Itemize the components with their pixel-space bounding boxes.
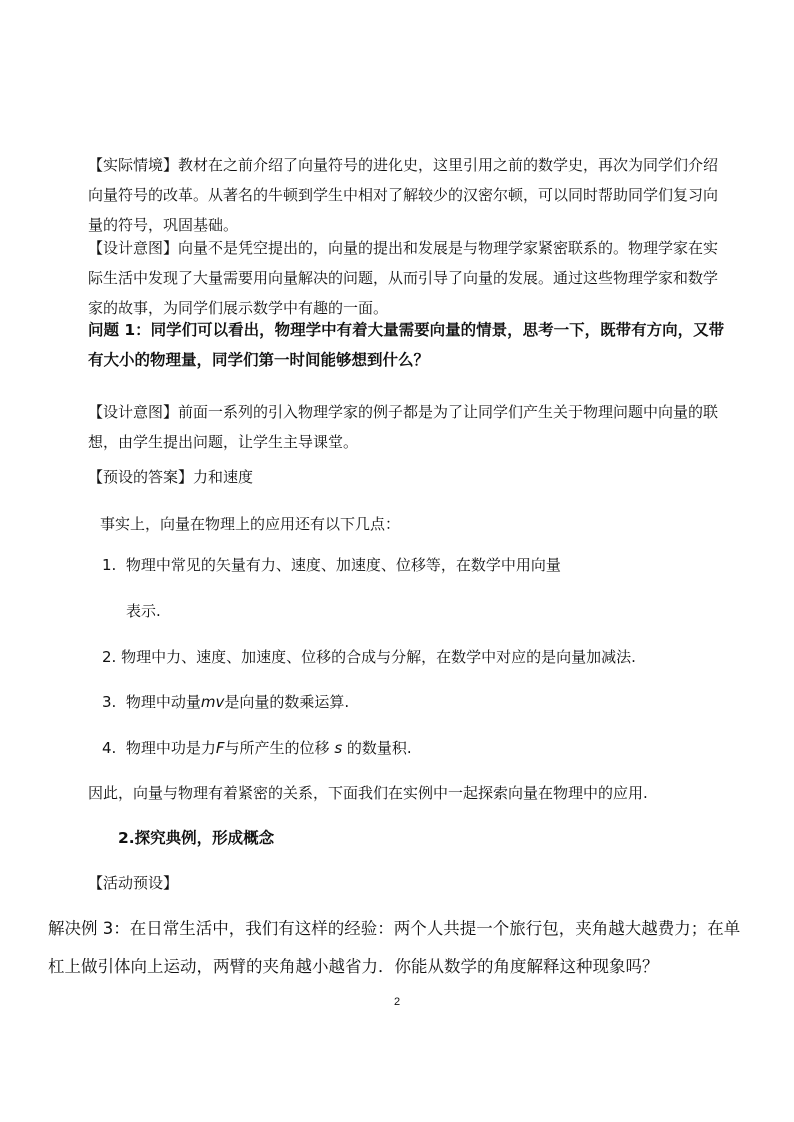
list-item-3-number: 3. <box>102 693 117 711</box>
conclusion-line: 因此，向量与物理有着紧密的关系，下面我们在实例中一起探索向量在物理中的应用. <box>88 784 648 802</box>
paragraph-real-situation <box>88 150 728 240</box>
list-item-4-mid: 与所产生的位移 <box>224 739 330 757</box>
paragraph-preset-answer <box>88 462 728 492</box>
tag-design-intent-2: 【设计意图】 <box>88 403 179 421</box>
section-heading-2: 2.探究典例，形成概念 <box>118 829 275 847</box>
list-item-3-pre: 物理中动量 <box>125 693 201 711</box>
list-item-1-text: 物理中常见的矢量有力、速度、加速度、位移等，在数学中用向量 <box>125 556 561 574</box>
force-variable: F <box>215 739 225 757</box>
design-intent-text-1: 向量不是凭空提出的，向量的提出和发展是与物理学家紧密联系的。物理学家在实际生活中发现了大量需要用向量解决的问题，从而引导了向量的发展。通过这些物理学家和数学家的故事，为同学们展示数学中有趣的一面。 <box>88 239 719 317</box>
list-item-2: 2. 物理中力、速度、加速度、位移的合成与分解，在数学中对应的是向量加减法. <box>102 648 636 666</box>
list-item-4-post: 的数量积. <box>346 739 412 757</box>
tag-real-situation: 【实际情境】 <box>88 156 179 174</box>
tag-design-intent: 【设计意图】 <box>88 239 179 257</box>
example-3: 解决例 3：在日常生活中，我们有这样的经验：两个人共提一个旅行包，夹角越大越费力；在单杠上做引体向上运动，两臂的夹角越小越省力．你能从数学的角度解释这种现象吗？ <box>48 919 741 976</box>
momentum-variable: mv <box>200 693 225 711</box>
displacement-variable: s <box>334 739 343 757</box>
list-item-4-pre: 物理中功是力 <box>125 739 216 757</box>
intro-line: 事实上，向量在物理上的应用还有以下几点： <box>100 515 401 533</box>
list-item-4 <box>102 733 742 763</box>
paragraph-design-intent-1 <box>88 233 728 323</box>
list-item-3-post: 是向量的数乘运算. <box>224 693 350 711</box>
preset-answer-text: 力和速度 <box>193 468 254 486</box>
real-situation-text: 教材在之前介绍了向量符号的进化史，这里引用之前的数学史，再次为同学们介绍向量符号的改革。从著名的牛顿到学生中相对了解较少的汉密尔顿，可以同时帮助同学们复习向量的符号，巩固基础。 <box>88 156 719 234</box>
tag-preset-answer: 【预设的答案】 <box>88 468 194 486</box>
list-item-1 <box>102 550 742 580</box>
design-intent-text-2: 前面一系列的引入物理学家的例子都是为了让同学们产生关于物理问题中向量的联想，由学生提出问题，让学生主导课堂。 <box>88 403 719 451</box>
question-1: 问题 1：同学们可以看出，物理学中有着大量需要向量的情景，思考一下，既带有方向，又带有大小的物理量，同学们第一时间能够想到什么？ <box>88 321 725 369</box>
page-number: 2 <box>393 996 401 1008</box>
list-item-3 <box>102 687 742 717</box>
paragraph-design-intent-2 <box>88 397 728 457</box>
list-item-4-number: 4. <box>102 739 117 757</box>
activity-tag: 【活动预设】 <box>88 874 179 892</box>
list-item-1-number: 1. <box>102 556 117 574</box>
list-item-1-continuation: 表示. <box>126 602 161 620</box>
